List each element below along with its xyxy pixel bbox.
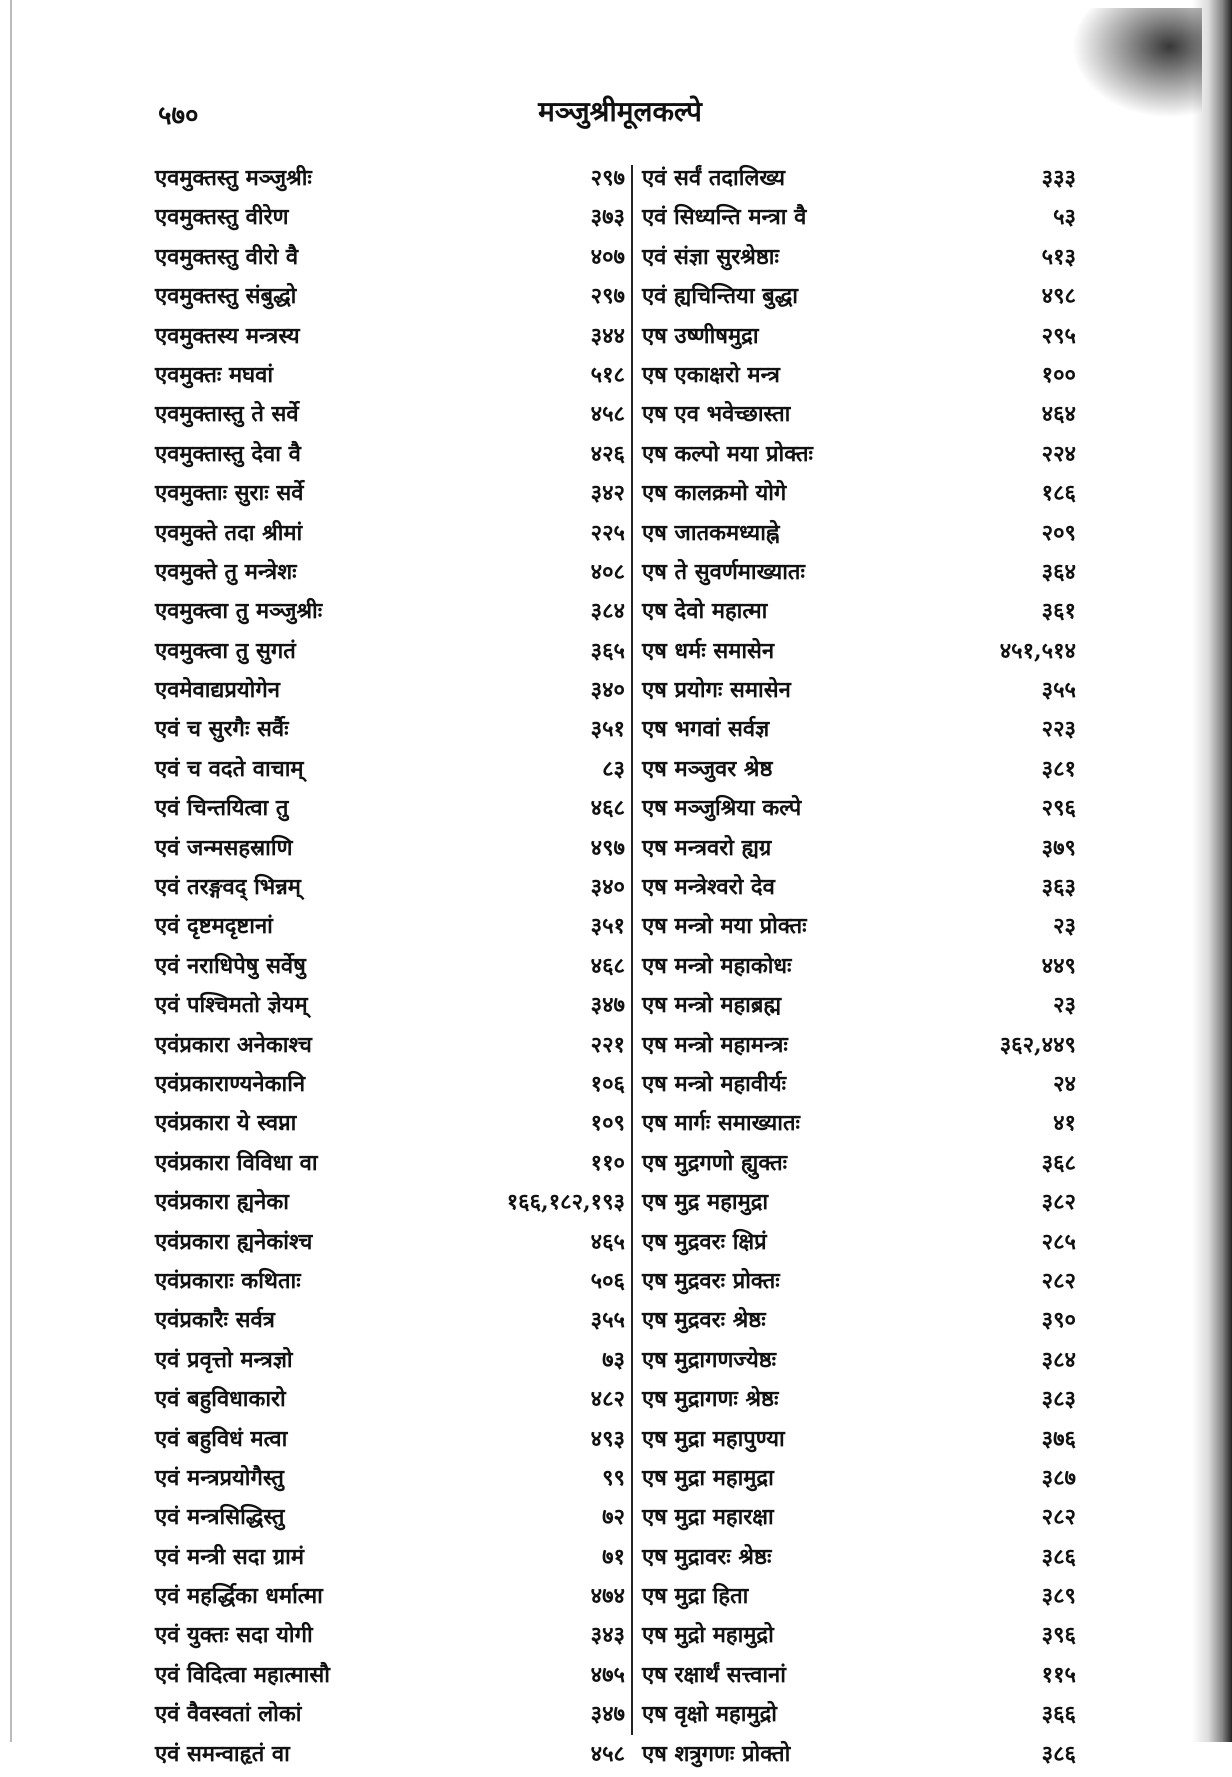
entry-page-ref: ५१८ (590, 361, 625, 388)
index-entry (636, 832, 1076, 871)
index-entry (636, 438, 1076, 477)
entry-text: एवंप्रकारा ह्यनेकांश्च (155, 1228, 313, 1255)
entry-text: एष धर्मः समासेन (642, 637, 775, 664)
entry-page-ref: ५१३ (1041, 243, 1076, 270)
index-column-right (636, 162, 1076, 1777)
entry-text: एवमुक्ते तु मन्त्रेशः (155, 558, 297, 585)
index-entry (636, 871, 1076, 910)
entry-page-ref: २३ (1053, 913, 1076, 940)
entry-page-ref: ३४४ (590, 322, 625, 349)
page-left-edge (10, 0, 12, 1742)
entry-text: एवमुक्तः मघवां (155, 361, 274, 388)
index-entry (155, 201, 625, 240)
index-entry (636, 950, 1076, 989)
entry-text: एष मन्त्रो मया प्रोक्तः (642, 913, 807, 940)
index-entry (155, 1619, 625, 1658)
index-entry (636, 753, 1076, 792)
entry-page-ref: २२३ (1041, 716, 1076, 743)
entry-page-ref: ३६५ (590, 637, 625, 664)
entry-page-ref: ३८२ (1041, 1189, 1076, 1216)
entry-text: एष देवो महात्मा (642, 598, 768, 625)
entry-page-ref: ४५८ (590, 401, 625, 428)
index-entry (155, 241, 625, 280)
index-entry (155, 1068, 625, 1107)
index-entry (636, 1619, 1076, 1658)
index-entry (636, 595, 1076, 634)
index-entry (636, 910, 1076, 949)
entry-text: एवं च वदते वाचाम् (155, 755, 304, 782)
entry-page-ref: ४८२ (590, 1386, 625, 1413)
entry-page-ref: ९९ (602, 1464, 625, 1491)
entry-page-ref: १६६,१८२,१९३ (506, 1189, 625, 1216)
entry-text: एष उष्णीषमुद्रा (642, 322, 759, 349)
entry-page-ref: ३५५ (1041, 677, 1076, 704)
entry-text: एवंप्रकारा विविधा वा (155, 1149, 318, 1176)
entry-page-ref: ३९० (1041, 1307, 1076, 1334)
entry-page-ref: ४६४ (1041, 401, 1076, 428)
entry-text: एष मञ्जुवर श्रेष्ठ (642, 755, 773, 782)
entry-page-ref: २९७ (590, 283, 625, 310)
entry-page-ref: ४५१,५१४ (999, 637, 1076, 664)
entry-page-ref: ३८६ (1041, 1543, 1076, 1570)
entry-page-ref: ११५ (1041, 1661, 1076, 1688)
index-entry (636, 517, 1076, 556)
entry-page-ref: २२१ (590, 1031, 625, 1058)
entry-text: एष मुद्रावरः श्रेष्ठः (642, 1543, 772, 1570)
entry-text: एष मुद्रागणः श्रेष्ठः (642, 1386, 779, 1413)
index-entry (155, 1383, 625, 1422)
index-entry (636, 1304, 1076, 1343)
entry-page-ref: २३ (1053, 992, 1076, 1019)
entry-page-ref: २८२ (1041, 1267, 1076, 1294)
entry-text: एवं ह्यचिन्तिया बुद्धा (642, 283, 799, 310)
entry-text: एवमेवाद्यप्रयोगेन (155, 677, 280, 704)
entry-page-ref: ७३ (602, 1346, 625, 1373)
entry-text: एष मुद्रा महापुण्या (642, 1425, 785, 1452)
index-entry (636, 162, 1076, 201)
entry-text: एवं बहुविधाकारो (155, 1386, 286, 1413)
entry-text: एवमुक्त्वा तु सुगतं (155, 637, 296, 664)
entry-page-ref: ३७३ (590, 204, 625, 231)
index-entry (636, 556, 1076, 595)
entry-page-ref: ३५५ (590, 1307, 625, 1334)
index-entry (155, 1147, 625, 1186)
entry-page-ref: ४४९ (1041, 952, 1076, 979)
index-entry (636, 1423, 1076, 1462)
entry-page-ref: ३४० (590, 677, 625, 704)
index-entry (636, 1580, 1076, 1619)
index-entry (155, 950, 625, 989)
index-entry (155, 713, 625, 752)
entry-page-ref: ५०६ (590, 1267, 625, 1294)
entry-page-ref: ३५१ (590, 913, 625, 940)
index-entry (155, 989, 625, 1028)
entry-text: एवं संज्ञा सुरश्रेष्ठाः (642, 243, 779, 270)
index-entry (155, 280, 625, 319)
entry-page-ref: ४९७ (590, 834, 625, 861)
entry-page-ref: ३६३ (1041, 874, 1076, 901)
index-entry (636, 1738, 1076, 1777)
index-entry (636, 635, 1076, 674)
index-entry (155, 595, 625, 634)
index-entry (636, 1344, 1076, 1383)
entry-page-ref: २२४ (1041, 440, 1076, 467)
index-entry (155, 1265, 625, 1304)
index-entry (155, 477, 625, 516)
entry-text: एवमुक्तस्तु वीरो वै (155, 243, 299, 270)
entry-text: एष मुद्रवरः श्रेष्ठः (642, 1307, 766, 1334)
entry-page-ref: २९७ (590, 165, 625, 191)
entry-page-ref: २९५ (1041, 322, 1076, 349)
index-entry (155, 910, 625, 949)
entry-page-ref: १०० (1041, 361, 1076, 388)
entry-page-ref: ३६६ (1041, 1701, 1076, 1728)
entry-text: एष जातकमध्याह्ने (642, 519, 780, 546)
entry-text: एष मुद्रा महारक्षा (642, 1504, 774, 1531)
index-entry (636, 1029, 1076, 1068)
page-number: ५७० (158, 101, 199, 131)
entry-page-ref: ३४० (590, 874, 625, 901)
entry-text: एष मुद्रो महामुद्रो (642, 1622, 774, 1649)
entry-text: एवंप्रकारा ह्यनेका (155, 1189, 289, 1216)
index-entry (155, 162, 625, 201)
entry-text: एवं सर्वं तदालिख्य (642, 165, 785, 191)
entry-page-ref: ४९८ (1041, 283, 1076, 310)
entry-page-ref: १०९ (590, 1110, 625, 1137)
entry-text: एवंप्रकारा अनेकाश्च (155, 1031, 312, 1058)
index-entry (636, 1501, 1076, 1540)
entry-text: एवं च सुरगैः सर्वैः (155, 716, 289, 743)
entry-text: एष ते सुवर्णमाख्यातः (642, 558, 805, 585)
index-entry (155, 1580, 625, 1619)
entry-text: एष मुद्र महामुद्रा (642, 1189, 769, 1216)
entry-page-ref: ३८७ (1041, 1464, 1076, 1491)
entry-page-ref: १०६ (590, 1070, 625, 1097)
index-entry (636, 1462, 1076, 1501)
entry-text: एवमुक्तस्तु संबुद्धो (155, 283, 297, 310)
index-entry (155, 556, 625, 595)
entry-text: एवं प्रवृत्तो मन्त्रज्ञो (155, 1346, 293, 1373)
entry-page-ref: ३४७ (590, 1701, 625, 1728)
index-entry (636, 989, 1076, 1028)
entry-page-ref: २९६ (1041, 795, 1076, 822)
page-binding-shadow (1192, 0, 1232, 1742)
index-entry (636, 1107, 1076, 1146)
entry-page-ref: ४९३ (590, 1425, 625, 1452)
index-entry (636, 1698, 1076, 1737)
entry-page-ref: ३८१ (1041, 755, 1076, 782)
entry-text: एवं जन्मसहस्राणि (155, 834, 293, 861)
entry-text: एष कालक्रमो योगे (642, 480, 787, 507)
column-divider (631, 165, 633, 1735)
entry-page-ref: ३३३ (1041, 165, 1076, 191)
entry-text: एष मुद्रा महामुद्रा (642, 1464, 774, 1491)
index-entry (155, 871, 625, 910)
entry-text: एवमुक्तस्तु वीरेण (155, 204, 289, 231)
entry-page-ref: ३७९ (1041, 834, 1076, 861)
entry-text: एवं तरङ्गवद् भिन्नम् (155, 874, 301, 901)
entry-page-ref: ११० (590, 1149, 625, 1176)
entry-text: एष प्रयोगः समासेन (642, 677, 791, 704)
entry-text: एष कल्पो मया प्रोक्तः (642, 440, 813, 467)
index-entry (155, 1304, 625, 1343)
entry-text: एवं मन्त्री सदा ग्रामं (155, 1543, 305, 1570)
index-entry (155, 1423, 625, 1462)
entry-page-ref: १८६ (1041, 480, 1076, 507)
index-column-left (155, 162, 625, 1777)
entry-page-ref: ३८९ (1041, 1583, 1076, 1610)
index-entry (155, 517, 625, 556)
entry-page-ref: ३६१ (1041, 598, 1076, 625)
entry-page-ref: ३४७ (590, 992, 625, 1019)
index-entry (636, 320, 1076, 359)
entry-page-ref: ३७६ (1041, 1425, 1076, 1452)
entry-text: एष मुद्रगणो ह्युक्तः (642, 1149, 788, 1176)
index-entry (155, 398, 625, 437)
index-entry (155, 753, 625, 792)
entry-text: एष शत्रुगणः प्रोक्तो (642, 1740, 791, 1767)
index-entry (155, 832, 625, 871)
entry-page-ref: ४६८ (590, 795, 625, 822)
entry-text: एवं मन्त्रप्रयोगैस्तु (155, 1464, 284, 1491)
index-entry (636, 477, 1076, 516)
entry-page-ref: ३४२ (590, 480, 625, 507)
index-entry (155, 1029, 625, 1068)
entry-text: एवंप्रकाराण्यनेकानि (155, 1070, 306, 1097)
entry-page-ref: ४६५ (590, 1228, 625, 1255)
index-entry (636, 1186, 1076, 1225)
entry-text: एवं समन्वाहृतं वा (155, 1740, 290, 1767)
entry-page-ref: ३९६ (1041, 1622, 1076, 1649)
index-entry (155, 1107, 625, 1146)
index-entry (155, 1738, 625, 1777)
entry-page-ref: २०९ (1041, 519, 1076, 546)
index-entry (155, 635, 625, 674)
entry-text: एष मार्गः समाख्यातः (642, 1110, 800, 1137)
running-title: मञ्जुश्रीमूलकल्पे (538, 95, 702, 128)
index-entry (155, 1462, 625, 1501)
entry-page-ref: ३८४ (590, 598, 625, 625)
entry-text: एवं युक्तः सदा योगी (155, 1622, 313, 1649)
entry-text: एष मुद्रवरः प्रोक्तः (642, 1267, 780, 1294)
entry-text: एष मुद्रागणज्येष्ठः (642, 1346, 777, 1373)
entry-text: एवं महर्द्धिका धर्मात्मा (155, 1583, 323, 1610)
entry-text: एवं वैवस्वतां लोकां (155, 1701, 302, 1728)
entry-page-ref: २८२ (1041, 1504, 1076, 1531)
entry-page-ref: ४०८ (590, 558, 625, 585)
entry-page-ref: ४६८ (590, 952, 625, 979)
entry-text: एष रक्षार्थं सत्त्वानां (642, 1661, 786, 1688)
entry-page-ref: ७१ (602, 1543, 625, 1570)
entry-page-ref: ४७४ (590, 1583, 625, 1610)
entry-page-ref: ४१ (1053, 1110, 1076, 1137)
index-entry (636, 1383, 1076, 1422)
entry-text: एवमुक्ते तदा श्रीमां (155, 519, 303, 546)
index-entry (636, 713, 1076, 752)
entry-text: एवं दृष्टमदृष्टानां (155, 913, 273, 940)
entry-page-ref: ४७५ (590, 1661, 625, 1688)
entry-text: एष मन्त्रेश्वरो देव (642, 874, 775, 901)
entry-text: एवमुक्त्वा तु मञ्जुश्रीः (155, 598, 323, 625)
index-entry (636, 280, 1076, 319)
entry-text: एष मुद्रा हिता (642, 1583, 749, 1610)
entry-text: एष मन्त्रो महाब्रह्म (642, 992, 782, 1019)
entry-text: एष मुद्रवरः क्षिप्रं (642, 1228, 767, 1255)
index-entry (636, 359, 1076, 398)
entry-page-ref: ३५१ (590, 716, 625, 743)
entry-text: एष मन्त्रो महामन्त्रः (642, 1031, 788, 1058)
index-entry (155, 674, 625, 713)
entry-text: एवं बहुविधं मत्वा (155, 1425, 288, 1452)
entry-text: एष मन्त्रो महावीर्यः (642, 1070, 787, 1097)
entry-text: एष मन्त्रवरो ह्यग्र (642, 834, 772, 861)
index-entry (636, 1068, 1076, 1107)
entry-page-ref: २८५ (1041, 1228, 1076, 1255)
entry-text: एवमुक्तास्तु देवा वै (155, 440, 301, 467)
index-entry (636, 674, 1076, 713)
entry-text: एवमुक्तस्तु मञ्जुश्रीः (155, 165, 312, 191)
entry-text: एवं सिध्यन्ति मन्त्रा वै (642, 204, 807, 231)
entry-text: एष मञ्जुश्रिया कल्पे (642, 795, 802, 822)
index-entry (155, 1659, 625, 1698)
page-header (0, 96, 1232, 140)
index-entry (155, 1501, 625, 1540)
entry-text: एष वृक्षो महामुद्रो (642, 1701, 777, 1728)
index-entry (155, 359, 625, 398)
index-entry (636, 201, 1076, 240)
entry-text: एष भगवां सर्वज्ञ (642, 716, 770, 743)
entry-page-ref: ३६४ (1041, 558, 1076, 585)
entry-page-ref: ३६२,४४९ (999, 1031, 1076, 1058)
entry-page-ref: ३८४ (1041, 1346, 1076, 1373)
entry-page-ref: ४५८ (590, 1740, 625, 1767)
index-entry (636, 792, 1076, 831)
index-entry (155, 1344, 625, 1383)
entry-page-ref: ३८६ (1041, 1740, 1076, 1767)
entry-page-ref: ७२ (602, 1504, 625, 1531)
entry-text: एवंप्रकारैः सर्वत्र (155, 1307, 275, 1334)
entry-text: एवमुक्ताः सुराः सर्वे (155, 480, 304, 507)
entry-page-ref: ८३ (602, 755, 625, 782)
index-entry (155, 438, 625, 477)
entry-text: एष एव भवेच्छास्ता (642, 401, 791, 428)
index-entry (155, 1541, 625, 1580)
entry-page-ref: ३८३ (1041, 1386, 1076, 1413)
entry-text: एवं विदित्वा महात्मासौ (155, 1661, 330, 1688)
entry-page-ref: २४ (1053, 1070, 1076, 1097)
index-entry (636, 1226, 1076, 1265)
entry-text: एवमुक्तस्य मन्त्रस्य (155, 322, 300, 349)
entry-text: एष मन्त्रो महाकोधः (642, 952, 792, 979)
index-entry (155, 1186, 625, 1225)
entry-text: एवंप्रकाराः कथिताः (155, 1267, 301, 1294)
index-entry (636, 398, 1076, 437)
entry-page-ref: ५३ (1053, 204, 1076, 231)
index-entry (155, 792, 625, 831)
entry-text: एष एकाक्षरो मन्त्र (642, 361, 780, 388)
entry-page-ref: ३६८ (1041, 1149, 1076, 1176)
index-entry (155, 320, 625, 359)
index-entry (636, 1265, 1076, 1304)
index-entry (636, 1147, 1076, 1186)
index-entry (155, 1698, 625, 1737)
entry-text: एवमुक्तास्तु ते सर्वे (155, 401, 299, 428)
index-entry (636, 1659, 1076, 1698)
entry-text: एवं मन्त्रसिद्धिस्तु (155, 1504, 285, 1531)
entry-page-ref: २२५ (590, 519, 625, 546)
entry-text: एवंप्रकारा ये स्वप्ना (155, 1110, 297, 1137)
index-entry (155, 1226, 625, 1265)
entry-page-ref: ३४३ (590, 1622, 625, 1649)
entry-text: एवं चिन्तयित्वा तु (155, 795, 289, 822)
entry-page-ref: ४२६ (590, 440, 625, 467)
entry-text: एवं पश्चिमतो ज्ञेयम् (155, 992, 308, 1019)
entry-page-ref: ४०७ (590, 243, 625, 270)
entry-text: एवं नराधिपेषु सर्वेषु (155, 952, 306, 979)
index-entry (636, 241, 1076, 280)
index-entry (636, 1541, 1076, 1580)
